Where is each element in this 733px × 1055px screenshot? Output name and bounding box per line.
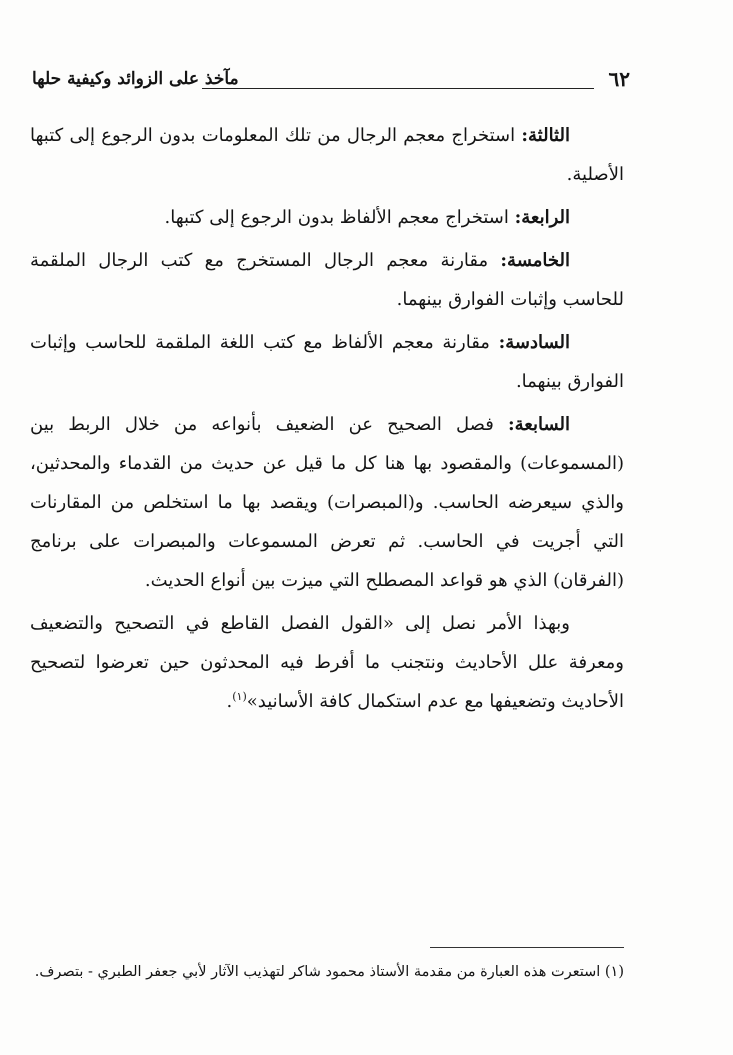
paragraph-fifth — [30, 241, 624, 319]
footnote — [30, 957, 624, 987]
closing-text: وبهذا الأمر نصل إلى «القول الفصل القاطع في التصحيح والتضعيف ومعرفة علل الأحاديث ونتجنب ما أفرط فيه المحدثون حين تعرضوا لتصحيح الأحاديث وتضعيفها مع عدم استكمال كافة الأسانيد» — [30, 613, 624, 712]
paragraph-label: السابعة: — [507, 414, 570, 435]
paragraph-fourth — [30, 198, 624, 237]
paragraph-text: فصل الصحيح عن الضعيف بأنواعه من خلال الربط بين (المسموعات) والمقصود بها هنا كل ما قيل عن حديث من القدماء والمحدثين، والذي سيعرضه الحاسب. و(المبصرات) ويقصد بها ما استخلص من المقارنات التي أجريت في الحاسب. ثم تعرض المسموعات والمبصرات على برنامج (الفرقان) الذي هو قواعد المصطلح التي ميزت بين أنواع الحديث. — [30, 414, 624, 591]
page-header — [32, 66, 630, 92]
paragraph-third — [30, 116, 624, 194]
paragraph-label: الرابعة: — [514, 207, 570, 228]
paragraph-text: مقارنة معجم الألفاظ مع كتب اللغة الملقمة للحاسب وإثبات الفوارق بينهما. — [30, 332, 624, 392]
closing-end: . — [226, 691, 233, 712]
running-title: مآخذ على الزوائد وكيفية حلها — [32, 69, 239, 89]
paragraph-text: استخراج معجم الرجال من تلك المعلومات بدون الرجوع إلى كتبها الأصلية. — [30, 125, 624, 185]
paragraph-label: السادسة: — [498, 332, 570, 353]
page-number: ٦٢ — [608, 67, 630, 91]
paragraph-closing — [30, 604, 624, 721]
paragraph-label: الخامسة: — [500, 250, 570, 271]
header-rule — [202, 88, 594, 89]
paragraph-text: استخراج معجم الألفاظ بدون الرجوع إلى كتبها. — [164, 207, 509, 228]
paragraph-text: مقارنة معجم الرجال المستخرج مع كتب الرجال الملقمة للحاسب وإثبات الفوارق بينهما. — [30, 250, 624, 310]
paragraph-seventh — [30, 405, 624, 600]
footnote-reference[interactable]: (١) — [232, 690, 247, 703]
body-text — [30, 116, 624, 721]
paragraph-label: الثالثة: — [521, 125, 570, 146]
footnote-text: استعرت هذه العبارة من مقدمة الأستاذ محمود شاكر لتهذيب الآثار لأبي جعفر الطبري - بتصرف. — [34, 964, 601, 980]
paragraph-sixth — [30, 323, 624, 401]
footnote-marker: (١) — [604, 964, 624, 980]
footnote-separator — [430, 947, 624, 948]
